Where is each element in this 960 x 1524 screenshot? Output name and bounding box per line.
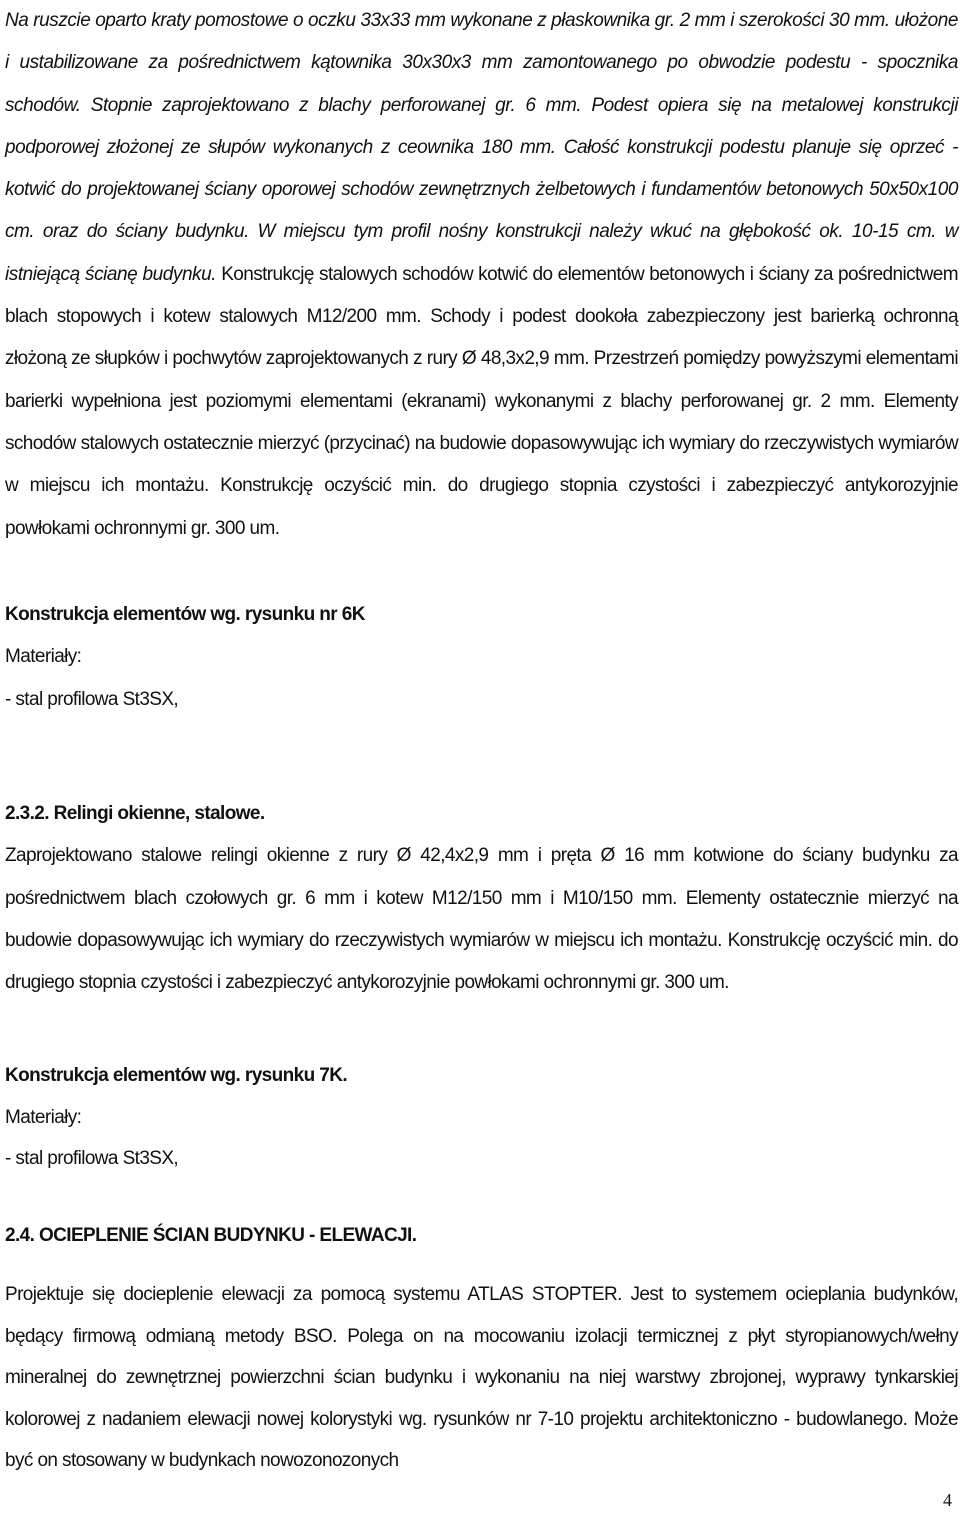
section-2-3-2-heading: 2.3.2. Relingi okienne, stalowe. [5, 803, 265, 824]
section-2-3-2-body: Zaprojektowano stalowe relingi okienne z rury Ø 42,4x2,9 mm i pręta Ø 16 mm kotwione do ściany budynku za pośrednictwem blach czołowych gr. 6 mm i kotew M12/150 mm i M10/150 mm. Elementy ostatecznie mierzyć na budowie dopasowywując ich wymiary do rzeczywistych wymiarów w miejscu ich montażu. Konstrukcję oczyścić min. do drugiego stopnia czystości i zabezpieczyć antykorozyjnie powłokami ochronnymi gr. 300 um. [5, 845, 958, 994]
section-7k-heading: Konstrukcja elementów wg. rysunku 7K. [5, 1065, 348, 1086]
paragraph-italic-text: Na ruszcie oparto kraty pomostowe o oczku 33x33 mm wykonane z płaskownika gr. 2 mm i szerokości 30 mm. ułożone i ustabilizowane za pośrednictwem kątownika 30x30x3 mm zamontowanego po obwodzie podestu - spocznika schodów. Stopnie zaprojektowano z blachy perforowanej gr. 6 mm. Podest opiera się na metalowej konstrukcji podporowej złożonej ze słupów wykonanych z ceownika 180 mm. Całość konstrukcji podestu planuje się oprzeć - kotwić do projektowanej ściany oporowej schodów zewnętrznych żelbetowych i fundamentów betonowych 50x50x100 cm. oraz do ściany budynku. W miejscu tym profil nośny konstrukcji należy wkuć na głębokość ok. 10-15 cm. w istniejącą ścianę budynku. [5, 10, 958, 285]
section-2-3-2 [5, 793, 958, 1004]
section-6k-heading [5, 594, 958, 636]
section-2-4-heading: 2.4. OCIEPLENIE ŚCIAN BUDYNKU - ELEWACJI. [5, 1225, 417, 1246]
section-6k [5, 594, 958, 721]
page-number: 4 [943, 1490, 952, 1510]
section-6k-materials-label: Materiały: [5, 646, 82, 668]
section-7k [5, 1055, 958, 1180]
section-6k-heading-part-1: Konstrukcja elementów wg. [5, 604, 245, 625]
section-6k-material-item: - stal profilowa St3SX, [5, 688, 179, 710]
section-2-4-body: Projektuje się docieplenie elewacji za pomocą systemu ATLAS STOPTER. Jest to systemem ocieplania budynków, będący firmową odmianą metody BSO. Polega on na mocowaniu izolacji termicznej z płyt styropianowych/wełny mineralnej do zewnętrznej powierzchni ścian budynku i wykonaniu na niej warstwy zbrojonej, wyprawy tynkarskiej kolorowej z nadaniem elewacji nowej kolorystyki wg. rysunków nr 7-10 projektu architektoniczno - budowlanego. Może być on stosowany w budynkach nowozonozonych [5, 1284, 958, 1471]
section-2-4-heading-wrap [5, 1215, 958, 1257]
section-6k-heading-part-2: rysunku nr 6K [244, 604, 365, 625]
paragraph-steel-stairs [5, 0, 958, 550]
paragraph-normal-text: Konstrukcję stalowych schodów kotwić do elementów betonowych i ściany za pośrednictwem blach stopowych i kotew stalowych M12/200 mm. Schody i podest dookoła zabezpieczony jest barierką ochronną złożoną ze słupków i pochwytów zaprojektowanych z rury Ø 48,3x2,9 mm. Przestrzeń pomiędzy powyższymi elementami barierki wypełniona jest poziomymi elementami (ekranami) wykonanymi z blachy perforowanej gr. 2 mm. Elementy schodów stalowych ostatecznie mierzyć (przycinać) na budowie dopasowywując ich wymiary do rzeczywistych wymiarów w miejscu ich montażu. Konstrukcję oczyścić min. do drugiego stopnia czystości i zabezpieczyć antykorozyjnie powłokami ochronnymi gr. 300 um. [5, 263, 958, 539]
section-7k-materials-label: Materiały: [5, 1106, 82, 1128]
section-7k-material-item: - stal profilowa St3SX, [5, 1148, 179, 1169]
